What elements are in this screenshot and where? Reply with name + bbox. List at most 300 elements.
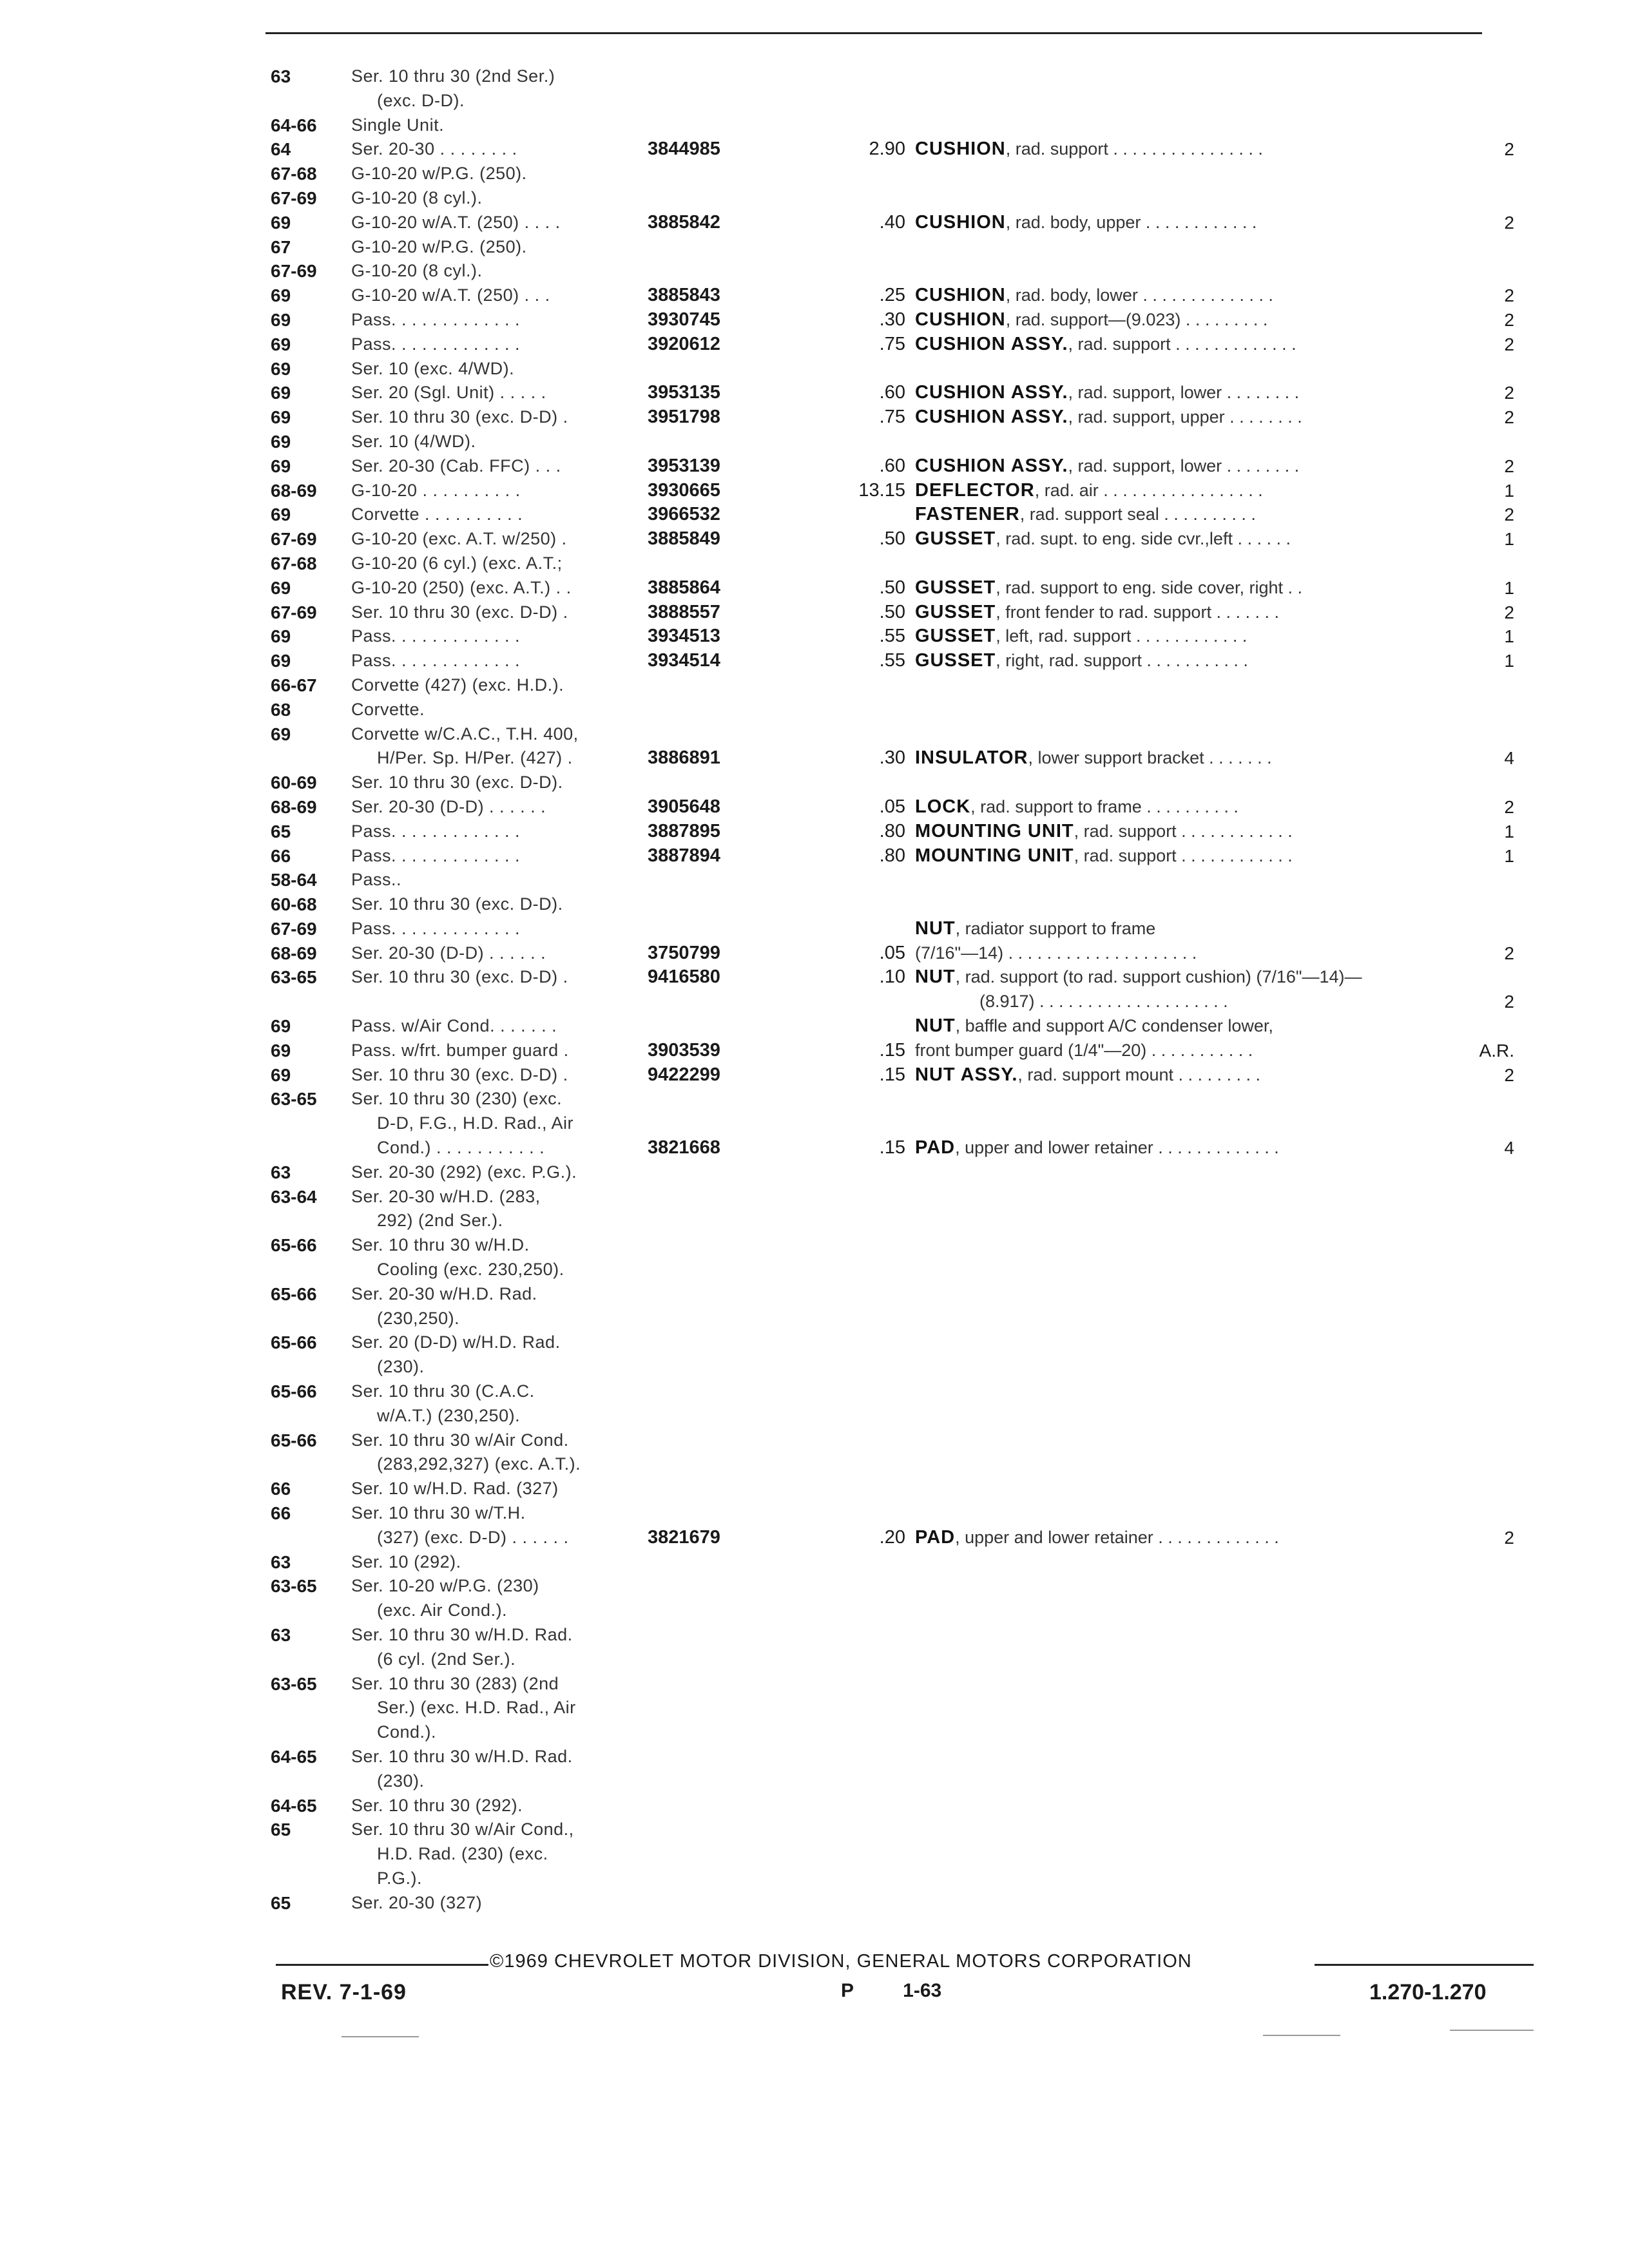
- model-year: 67-68: [271, 164, 317, 184]
- table-row: [271, 1818, 1521, 1842]
- model-year: 63: [271, 1162, 291, 1182]
- application: Ser. 10 thru 30 (exc. D-D).: [351, 773, 563, 793]
- part-description: [915, 820, 1293, 844]
- table-row: [271, 1185, 1521, 1209]
- part-number: 3930745: [648, 309, 720, 330]
- application: (283,292,327) (exc. A.T.).: [377, 1454, 581, 1474]
- part-name: NUT: [915, 1015, 956, 1037]
- application: Pass. . . . . . . . . . . . .: [351, 918, 521, 938]
- quantity: 2: [1504, 212, 1514, 233]
- model-year: 69: [271, 724, 291, 744]
- header-rule: [265, 32, 1482, 34]
- part-detail: , rad. support to eng. side cover, right . .: [996, 577, 1303, 597]
- quantity: 2: [1504, 1527, 1514, 1548]
- application: Ser. 20-30 (292) (exc. P.G.).: [351, 1162, 577, 1182]
- table-row: [271, 454, 1521, 479]
- part-detail: , front fender to rad. support . . . . . . .: [996, 602, 1279, 622]
- part-name: INSULATOR: [915, 747, 1028, 769]
- application: Ser. 10 (exc. 4/WD).: [351, 358, 515, 378]
- application: (230,250).: [377, 1308, 460, 1328]
- application: (230).: [377, 1771, 425, 1791]
- table-row: [271, 649, 1521, 673]
- copyright-notice: ©1969 CHEVROLET MOTOR DIVISION, GENERAL MOTORS CORPORATION: [490, 1951, 1192, 1972]
- price: 13.15: [858, 479, 905, 501]
- model-year: 69: [271, 431, 291, 452]
- table-row: [271, 1648, 1521, 1672]
- part-number: 3887894: [648, 845, 720, 866]
- part-description: [915, 1039, 1253, 1063]
- part-detail: , rad. support . . . . . . . . . . . .: [1074, 845, 1293, 865]
- part-description: [915, 381, 1299, 405]
- application: Ser. 10 thru 30 w/Air Cond.,: [351, 1820, 574, 1840]
- application: Ser. 10 w/H.D. Rad. (327): [351, 1479, 559, 1499]
- application: Ser. 20-30 w/H.D. (283,: [351, 1186, 541, 1206]
- model-year: 65-66: [271, 1235, 317, 1256]
- part-name: GUSSET: [915, 528, 996, 550]
- table-row: [271, 1867, 1521, 1891]
- part-description: [915, 405, 1302, 430]
- quantity: 2: [1504, 334, 1514, 354]
- price: .30: [879, 747, 905, 769]
- part-name: CUSHION: [915, 285, 1006, 306]
- quantity: 1: [1504, 480, 1514, 501]
- part-description: [979, 990, 1228, 1014]
- part-description: [915, 454, 1299, 479]
- application: G-10-20 w/A.T. (250) . . . .: [351, 212, 561, 232]
- part-description: [915, 746, 1272, 771]
- part-description: [915, 1526, 1279, 1550]
- price: .50: [879, 528, 905, 550]
- table-row: [271, 186, 1521, 211]
- part-description: [915, 601, 1279, 625]
- application: Ser. 10 thru 30 w/H.D. Rad.: [351, 1625, 573, 1644]
- table-row: [271, 1428, 1521, 1453]
- application: Corvette w/C.A.C., T.H. 400,: [351, 724, 579, 744]
- page-letter: P: [841, 1980, 854, 2001]
- part-name: PAD: [915, 1526, 956, 1548]
- model-year: 68: [271, 699, 291, 720]
- model-year: 64-65: [271, 1746, 317, 1767]
- application: (exc. Air Cond.).: [377, 1600, 508, 1620]
- application: (6 cyl. (2nd Ser.).: [377, 1649, 516, 1669]
- part-detail: (8.917) . . . . . . . . . . . . . . . . . . . .: [979, 992, 1228, 1012]
- application: Ser. 10 thru 30 (exc. D-D) .: [351, 407, 568, 427]
- model-year: 66: [271, 1479, 291, 1499]
- quantity: 1: [1504, 626, 1514, 647]
- part-detail: , rad. support . . . . . . . . . . . . . . . .: [1005, 139, 1263, 159]
- part-number: 3953135: [648, 382, 720, 403]
- table-row: [271, 844, 1521, 869]
- table-row: [271, 965, 1521, 990]
- table-row: [271, 113, 1521, 138]
- application: Ser. 20 (D-D) w/H.D. Rad.: [351, 1332, 561, 1352]
- part-name: CUSHION ASSY.: [915, 382, 1068, 403]
- table-row: [271, 1233, 1521, 1258]
- part-detail: , right, rad. support . . . . . . . . . . .: [996, 651, 1248, 671]
- table-row: [271, 1331, 1521, 1355]
- table-row: [271, 820, 1521, 844]
- model-year: 58-64: [271, 870, 317, 890]
- part-description: [915, 137, 1263, 162]
- part-description: [915, 1136, 1279, 1160]
- model-year: 69: [271, 505, 291, 525]
- table-row: [271, 1136, 1521, 1160]
- part-detail: front bumper guard (1/4"—20) . . . . . . . . . . .: [915, 1040, 1253, 1060]
- scan-mark: [1450, 2030, 1534, 2031]
- price: .80: [879, 820, 905, 841]
- part-description: [915, 576, 1302, 601]
- part-name: PAD: [915, 1137, 956, 1158]
- table-row: [271, 1477, 1521, 1501]
- application: Ser. 10 thru 30 w/H.D. Rad.: [351, 1746, 573, 1766]
- part-number: 3821668: [648, 1137, 720, 1158]
- part-number: 9416580: [648, 966, 720, 988]
- application: Ser. 10 thru 30 (exc. D-D) .: [351, 602, 568, 622]
- application: (327) (exc. D-D) . . . . . .: [377, 1527, 569, 1547]
- part-detail: , rad. support seal . . . . . . . . . .: [1019, 505, 1256, 524]
- application: G-10-20 (exc. A.T. w/250) .: [351, 529, 567, 549]
- part-name: CUSHION ASSY.: [915, 407, 1068, 428]
- part-name: CUSHION: [915, 309, 1006, 330]
- table-row: [271, 1039, 1521, 1063]
- table-row: [271, 698, 1521, 722]
- table-row: [271, 1720, 1521, 1745]
- part-name: NUT: [915, 966, 956, 988]
- table-row: [271, 941, 1521, 966]
- quantity: 1: [1504, 821, 1514, 841]
- part-description: [915, 649, 1248, 673]
- price: .10: [879, 966, 905, 988]
- page-number: [841, 1980, 941, 2002]
- model-year: 66-67: [271, 675, 317, 695]
- price: .75: [879, 333, 905, 354]
- part-name: GUSSET: [915, 650, 996, 671]
- part-description: [915, 624, 1247, 649]
- part-number: 3966532: [648, 504, 720, 525]
- part-number: 3750799: [648, 942, 720, 963]
- part-detail: , rad. support . . . . . . . . . . . . .: [1068, 334, 1296, 354]
- part-detail: , rad. support, upper . . . . . . . .: [1068, 407, 1302, 427]
- application: Pass. w/frt. bumper guard .: [351, 1040, 569, 1060]
- part-number: 3844985: [648, 139, 720, 160]
- model-year: 63-65: [271, 1576, 317, 1597]
- model-year: 63: [271, 1552, 291, 1572]
- part-detail: , rad. support—(9.023) . . . . . . . . .: [1005, 309, 1268, 329]
- part-number: 3953139: [648, 455, 720, 476]
- model-year: 67-68: [271, 553, 317, 573]
- application: Ser.) (exc. H.D. Rad., Air: [377, 1698, 576, 1718]
- quantity: 2: [1504, 1064, 1514, 1085]
- part-number: 3934514: [648, 650, 720, 671]
- model-year: 67-69: [271, 602, 317, 622]
- model-year: 69: [271, 212, 291, 233]
- part-number: 3885843: [648, 285, 720, 306]
- model-year: 65-66: [271, 1332, 317, 1353]
- part-number: 3886891: [648, 747, 720, 769]
- model-year: 68-69: [271, 480, 317, 501]
- table-row: [271, 746, 1521, 771]
- quantity: 1: [1504, 529, 1514, 550]
- table-row: [271, 259, 1521, 284]
- revision-date: REV. 7-1-69: [281, 1980, 407, 2004]
- part-name: CUSHION: [915, 211, 1006, 233]
- table-row: [271, 990, 1521, 1014]
- application: Corvette . . . . . . . . . .: [351, 505, 523, 524]
- footer-rule-left: [276, 1964, 488, 1966]
- table-row: [271, 381, 1521, 405]
- model-year: 69: [271, 285, 291, 306]
- quantity: 2: [1504, 456, 1514, 476]
- table-row: [271, 868, 1521, 892]
- application: w/A.T.) (230,250).: [377, 1405, 521, 1425]
- price: .20: [879, 1526, 905, 1548]
- part-name: CUSHION ASSY.: [915, 455, 1068, 476]
- application: Ser. 10 thru 30 (exc. D-D) .: [351, 1064, 568, 1084]
- price: .40: [879, 211, 905, 233]
- model-year: 67-69: [271, 187, 317, 208]
- application: Pass. . . . . . . . . . . . .: [351, 626, 521, 646]
- table-row: [271, 1063, 1521, 1088]
- table-row: [271, 235, 1521, 260]
- table-row: [271, 722, 1521, 747]
- part-number: 3920612: [648, 333, 720, 354]
- model-year: 67-69: [271, 529, 317, 550]
- model-year: 69: [271, 383, 291, 403]
- part-number: 3934513: [648, 626, 720, 647]
- part-description: [915, 1063, 1260, 1088]
- quantity: 2: [1504, 285, 1514, 306]
- part-name: CUSHION ASSY.: [915, 333, 1068, 354]
- part-name: DEFLECTOR: [915, 479, 1035, 501]
- table-row: [271, 1550, 1521, 1575]
- quantity: 2: [1504, 407, 1514, 428]
- part-detail: , rad. support (to rad. support cushion) (7/16"—14)—: [955, 967, 1362, 987]
- application: P.G.).: [377, 1868, 423, 1888]
- price: .75: [879, 407, 905, 428]
- application: Ser. 20-30 . . . . . . . .: [351, 139, 517, 159]
- application: Cooling (exc. 230,250).: [377, 1260, 564, 1280]
- model-year: 69: [271, 651, 291, 671]
- model-year: 65-66: [271, 1283, 317, 1304]
- model-year: 69: [271, 358, 291, 379]
- application: G-10-20 (8 cyl.).: [351, 187, 483, 207]
- model-year: 63-65: [271, 1089, 317, 1110]
- part-number: 3885842: [648, 211, 720, 233]
- scan-mark: [342, 2036, 419, 2037]
- table-row: [271, 892, 1521, 917]
- part-name: NUT: [915, 918, 956, 939]
- part-name: GUSSET: [915, 601, 996, 622]
- application: Ser. 20-30 (Cab. FFC) . . .: [351, 456, 561, 476]
- application: Pass. . . . . . . . . . . . .: [351, 845, 521, 865]
- table-row: [271, 1087, 1521, 1111]
- part-number: 3905648: [648, 796, 720, 817]
- application: Ser. 20-30 (D-D) . . . . . .: [351, 943, 546, 963]
- application: Corvette.: [351, 699, 425, 719]
- footer-rule-right: [1315, 1964, 1534, 1966]
- table-row: [271, 576, 1521, 601]
- part-name: MOUNTING UNIT: [915, 845, 1074, 866]
- application: Ser. 10 thru 30 (C.A.C.: [351, 1381, 535, 1401]
- quantity: A.R.: [1479, 1040, 1514, 1061]
- part-detail: , baffle and support A/C condenser lower,: [955, 1016, 1273, 1036]
- application: Corvette (427) (exc. H.D.).: [351, 675, 564, 695]
- application: G-10-20 w/A.T. (250) . . .: [351, 285, 550, 305]
- part-description: [915, 284, 1273, 308]
- application: Ser. 20-30 (327): [351, 1892, 483, 1912]
- quantity: 2: [1504, 992, 1514, 1012]
- application: H.D. Rad. (230) (exc.: [377, 1844, 548, 1864]
- table-row: [271, 527, 1521, 552]
- part-detail: , rad. supt. to eng. side cvr.,left . . . . . .: [996, 529, 1291, 549]
- application: Ser. 10 thru 30 (283) (2nd: [351, 1673, 559, 1693]
- model-year: 66: [271, 845, 291, 866]
- model-year: 64-66: [271, 115, 317, 135]
- quantity: 2: [1504, 505, 1514, 525]
- table-row: [271, 1574, 1521, 1599]
- table-row: [271, 479, 1521, 503]
- table-row: [271, 795, 1521, 820]
- price: .55: [879, 626, 905, 647]
- quantity: 2: [1504, 796, 1514, 817]
- part-detail: , radiator support to frame: [955, 918, 1156, 938]
- application: Ser. 10 thru 30 (2nd Ser.): [351, 66, 555, 86]
- model-year: 64-65: [271, 1795, 317, 1816]
- table-row: [271, 1452, 1521, 1477]
- table-row: [271, 162, 1521, 186]
- part-detail: , upper and lower retainer . . . . . . . . . . . . .: [955, 1527, 1279, 1547]
- table-row: [271, 1501, 1521, 1526]
- application: Ser. 10 thru 30 w/Air Cond.: [351, 1430, 569, 1450]
- application: Ser. 10 thru 30 (230) (exc.: [351, 1089, 563, 1109]
- application: Ser. 10 thru 30 w/T.H.: [351, 1503, 526, 1523]
- table-row: [271, 503, 1521, 527]
- application: Pass. . . . . . . . . . . . .: [351, 309, 521, 329]
- application: Ser. 10-20 w/P.G. (230): [351, 1576, 539, 1596]
- model-year: 65-66: [271, 1430, 317, 1450]
- part-detail: , rad. body, upper . . . . . . . . . . . .: [1005, 212, 1257, 232]
- model-year: 60-68: [271, 894, 317, 915]
- table-row: [271, 1842, 1521, 1867]
- table-row: [271, 284, 1521, 308]
- table-row: [271, 64, 1521, 89]
- model-year: 63: [271, 66, 291, 86]
- price: .05: [879, 796, 905, 817]
- model-year: 65: [271, 1892, 291, 1913]
- application: Ser. 10 (4/WD).: [351, 431, 476, 451]
- model-year: 69: [271, 577, 291, 598]
- model-year: 68-69: [271, 796, 317, 817]
- model-year: 65: [271, 821, 291, 841]
- price: .80: [879, 845, 905, 866]
- table-row: [271, 308, 1521, 332]
- application: Ser. 10 (292).: [351, 1552, 461, 1571]
- model-year: 69: [271, 1016, 291, 1037]
- table-row: [271, 1672, 1521, 1696]
- table-row: [271, 771, 1521, 795]
- application: Ser. 10 thru 30 (exc. D-D).: [351, 894, 563, 914]
- price: .15: [879, 1039, 905, 1061]
- price: .50: [879, 577, 905, 598]
- application: Pass. . . . . . . . . . . . .: [351, 651, 521, 671]
- quantity: 4: [1504, 1138, 1514, 1158]
- model-year: 69: [271, 456, 291, 476]
- table-row: [271, 1599, 1521, 1623]
- table-row: [271, 1160, 1521, 1185]
- price: .30: [879, 309, 905, 330]
- parts-table: [271, 64, 1521, 1916]
- application: Ser. 10 thru 30 (exc. D-D) .: [351, 967, 568, 987]
- table-row: [271, 1307, 1521, 1331]
- table-row: [271, 211, 1521, 235]
- part-number: 9422299: [648, 1064, 720, 1085]
- application: Pass..: [351, 870, 402, 890]
- application: Ser. 20-30 (D-D) . . . . . .: [351, 796, 546, 816]
- model-year: 67-69: [271, 261, 317, 282]
- table-row: [271, 89, 1521, 113]
- table-row: [271, 357, 1521, 381]
- part-detail: , rad. body, lower . . . . . . . . . . . . . .: [1005, 285, 1273, 305]
- part-description: [915, 308, 1268, 332]
- price: .60: [879, 455, 905, 476]
- table-row: [271, 917, 1521, 941]
- model-year: 63-65: [271, 1673, 317, 1694]
- model-year: 69: [271, 1040, 291, 1061]
- table-row: [271, 673, 1521, 698]
- model-year: 63: [271, 1625, 291, 1645]
- price: .15: [879, 1137, 905, 1158]
- part-name: MOUNTING UNIT: [915, 820, 1074, 841]
- model-year: 69: [271, 334, 291, 354]
- part-detail: (7/16"—14) . . . . . . . . . . . . . . . . . . . .: [915, 943, 1197, 963]
- quantity: 2: [1504, 139, 1514, 160]
- model-year: 68-69: [271, 943, 317, 963]
- model-year: 65-66: [271, 1381, 317, 1402]
- application: G-10-20 w/P.G. (250).: [351, 236, 527, 256]
- part-name: FASTENER: [915, 504, 1020, 525]
- part-number: 3888557: [648, 601, 720, 622]
- application: Pass. . . . . . . . . . . . .: [351, 334, 521, 354]
- table-row: [271, 601, 1521, 625]
- table-row: [271, 1526, 1521, 1550]
- model-year: 69: [271, 626, 291, 647]
- application: G-10-20 (6 cyl.) (exc. A.T.;: [351, 553, 563, 573]
- application: (230).: [377, 1357, 425, 1377]
- table-row: [271, 1209, 1521, 1233]
- part-description: [915, 332, 1296, 357]
- model-year: 65: [271, 1820, 291, 1840]
- application: Ser. 10 thru 30 w/H.D.: [351, 1235, 530, 1255]
- part-description: [915, 479, 1263, 503]
- part-description: [915, 965, 1362, 990]
- application: Pass. w/Air Cond. . . . . . .: [351, 1016, 557, 1036]
- part-detail: , rad. support, lower . . . . . . . .: [1068, 383, 1300, 403]
- part-name: LOCK: [915, 796, 971, 817]
- table-row: [271, 1355, 1521, 1379]
- table-row: [271, 1111, 1521, 1136]
- model-year: 60-69: [271, 773, 317, 793]
- table-row: [271, 1891, 1521, 1916]
- page-number-value: 1-63: [903, 1980, 942, 2001]
- part-number: 3951798: [648, 407, 720, 428]
- section-reference: 1.270-1.270: [1369, 1980, 1487, 2004]
- quantity: 2: [1504, 309, 1514, 330]
- table-row: [271, 1379, 1521, 1404]
- application: Cond.) . . . . . . . . . . .: [377, 1138, 545, 1158]
- model-year: 64: [271, 139, 291, 160]
- part-description: [915, 527, 1291, 552]
- price: 2.90: [869, 139, 905, 160]
